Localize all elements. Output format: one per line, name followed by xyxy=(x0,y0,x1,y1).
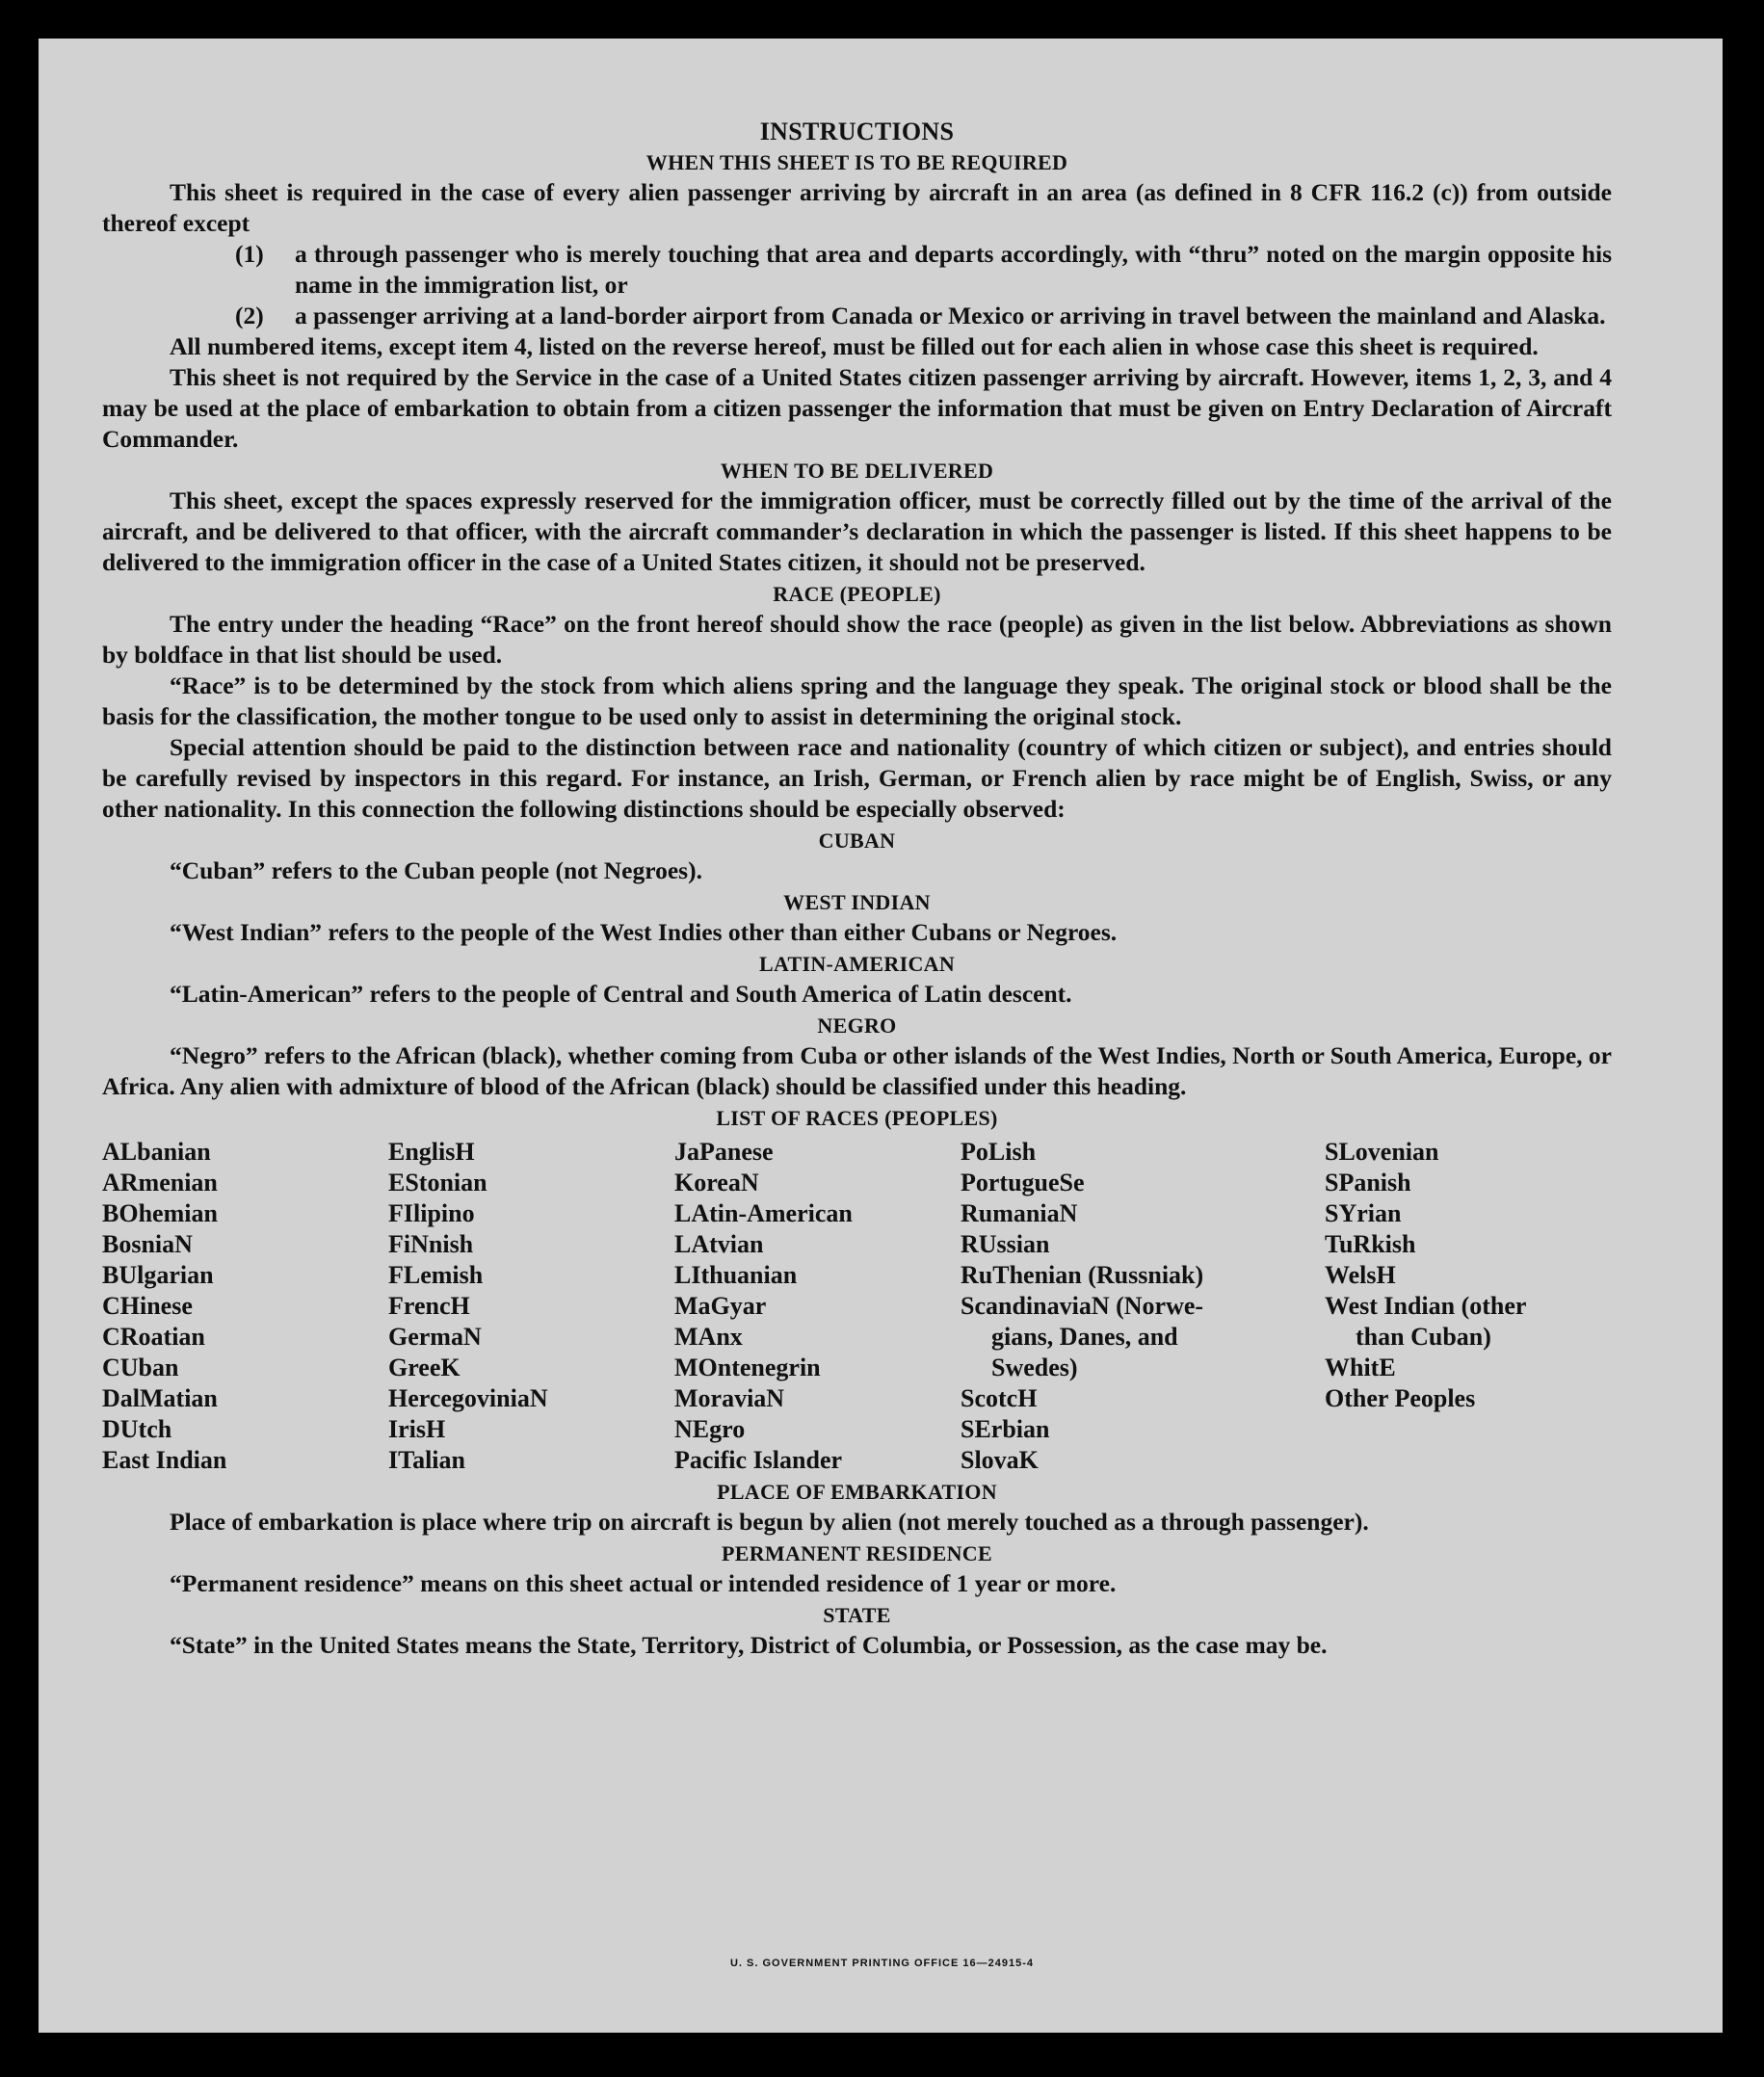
paragraph: This sheet is not required by the Service in the case of a United States citizen passenger arriving by aircraft. However, items 1, 2, 3, and 4 may be used at the place of embarkation to obtain from a citizen passenger the information that must be given on Entry Declaration of Aircraft Commander. xyxy=(102,363,1612,453)
heading-required: WHEN THIS SHEET IS TO BE REQUIRED xyxy=(645,150,1068,174)
race-item: WhitE xyxy=(1325,1354,1396,1381)
printer-imprint: U. S. GOVERNMENT PRINTING OFFICE 16—24915-4 xyxy=(729,1958,1034,1969)
race-item: East Indian xyxy=(102,1446,227,1474)
race-item: SLovenian xyxy=(1325,1138,1439,1166)
race-item: LAtin-American xyxy=(674,1199,853,1227)
race-item: RuThenian (Russniak) xyxy=(961,1261,1204,1289)
race-item: GermaN xyxy=(388,1323,482,1351)
paragraph: The entry under the heading “Race” on the front hereof should show the race (people) as given in the list below. Abbreviations as shown by boldface in that list should be used. xyxy=(102,610,1612,669)
heading-state: STATE xyxy=(823,1603,891,1627)
paragraph: All numbered items, except item 4, listed on the reverse hereof, must be filled out for each alien in whose case this sheet is required. xyxy=(170,332,1539,360)
race-item: ALbanian xyxy=(102,1138,211,1166)
races-column-2 xyxy=(388,1137,674,1476)
heading-cuban: CUBAN xyxy=(818,828,896,853)
races-column-1 xyxy=(102,1137,388,1476)
race-item: FrencH xyxy=(388,1292,470,1320)
race-item-continued: Swedes) xyxy=(991,1354,1078,1381)
race-item: ARmenian xyxy=(102,1169,218,1196)
heading-residence: PERMANENT RESIDENCE xyxy=(722,1541,992,1565)
race-item: CHinese xyxy=(102,1292,193,1320)
races-column-4 xyxy=(961,1137,1325,1476)
paragraph: “Cuban” refers to the Cuban people (not Negroes). xyxy=(170,856,702,884)
race-item: BosniaN xyxy=(102,1230,193,1258)
race-item: RumaniaN xyxy=(961,1199,1078,1227)
item-text: a passenger arriving at a land-border airport from Canada or Mexico or arriving in travel between the mainland and Alaska. xyxy=(295,302,1606,329)
race-item: ITalian xyxy=(388,1446,465,1474)
race-item: DalMatian xyxy=(102,1384,218,1412)
paragraph: This sheet is required in the case of every alien passenger arriving by aircraft in an area (as defined in 8 CFR 116.2 (c)) from outside thereof except xyxy=(102,178,1612,237)
races-column-5 xyxy=(1325,1137,1612,1476)
race-item: PoLish xyxy=(961,1138,1037,1166)
race-item: MaGyar xyxy=(674,1292,767,1320)
paragraph: “Permanent residence” means on this sheet actual or intended residence of 1 year or more. xyxy=(170,1569,1117,1597)
races-column-3 xyxy=(674,1137,961,1476)
race-item: CRoatian xyxy=(102,1323,205,1351)
race-item: FIlipino xyxy=(388,1199,475,1227)
race-item: MOntenegrin xyxy=(674,1354,821,1381)
race-item: IrisH xyxy=(388,1415,446,1443)
race-item: SlovaK xyxy=(961,1446,1039,1474)
race-item: FLemish xyxy=(388,1261,484,1289)
race-item: CUban xyxy=(102,1354,179,1381)
race-item: MoraviaN xyxy=(674,1384,785,1412)
list-item xyxy=(102,239,1612,301)
race-item: PortugueSe xyxy=(961,1169,1085,1196)
heading-races-list: LIST OF RACES (PEOPLES) xyxy=(716,1106,998,1130)
race-item: RUssian xyxy=(961,1230,1050,1258)
paragraph: This sheet, except the spaces expressly reserved for the immigration officer, must be correctly filled out by the time of the arrival of the aircraft, and be delivered to that officer, with the aircraft commander’s declaration in which the passenger is listed. If this sheet happens to be delivered to the immigration officer in the case of a United States citizen, it should not be preserved. xyxy=(102,486,1612,576)
paragraph: “West Indian” refers to the people of the West Indies other than either Cubans or Negroes. xyxy=(170,918,1118,946)
paragraph: “Negro” refers to the African (black), whether coming from Cuba or other islands of the West Indies, North or South America, Europe, or Africa. Any alien with admixture of blood of the African (black) should be classified under this heading. xyxy=(102,1041,1612,1100)
race-item: KoreaN xyxy=(674,1169,759,1196)
paragraph: “State” in the United States means the State, Territory, District of Columbia, or Possession, as the case may be. xyxy=(170,1631,1328,1659)
instructions-content xyxy=(102,79,1612,1661)
paragraph: Place of embarkation is place where trip on aircraft is begun by alien (not merely touched as a through passenger). xyxy=(170,1508,1369,1536)
race-item: JaPanese xyxy=(674,1138,774,1166)
heading-delivered: WHEN TO BE DELIVERED xyxy=(720,459,994,483)
race-item: FiNnish xyxy=(388,1230,474,1258)
race-item: West Indian (other xyxy=(1325,1292,1527,1320)
race-item-continued: gians, Danes, and xyxy=(991,1323,1178,1351)
race-item: EStonian xyxy=(388,1169,487,1196)
heading-west-indian: WEST INDIAN xyxy=(783,890,931,914)
heading-race: RACE (PEOPLE) xyxy=(773,582,941,606)
race-item: EnglisH xyxy=(388,1138,475,1166)
heading-embarkation: PLACE OF EMBARKATION xyxy=(717,1480,997,1504)
race-item: DUtch xyxy=(102,1415,172,1443)
race-item: ScotcH xyxy=(961,1384,1038,1412)
item-number: (1) xyxy=(235,240,264,268)
race-item: WelsH xyxy=(1325,1261,1396,1289)
race-item: TuRkish xyxy=(1325,1230,1416,1258)
page-title: INSTRUCTIONS xyxy=(759,118,955,145)
race-item: SErbian xyxy=(961,1415,1050,1443)
race-item: Pacific Islander xyxy=(674,1446,843,1474)
race-item: SYrian xyxy=(1325,1199,1402,1227)
race-item: SPanish xyxy=(1325,1169,1411,1196)
race-item: LIthuanian xyxy=(674,1261,798,1289)
paragraph: Special attention should be paid to the distinction between race and nationality (country of which citizen or subject), and entries should be carefully revised by inspectors in this regard. For instance, an Irish, German, or French alien by race might be of English, Swiss, or any other nationality. In this connection the following distinctions should be especially observed: xyxy=(102,733,1612,823)
list-item xyxy=(102,301,1612,331)
race-item: BUlgarian xyxy=(102,1261,214,1289)
paragraph: “Latin-American” refers to the people of Central and South America of Latin descent. xyxy=(170,980,1072,1008)
race-item: MAnx xyxy=(674,1323,743,1351)
race-item-continued: than Cuban) xyxy=(1356,1323,1491,1351)
heading-latin-american: LATIN-AMERICAN xyxy=(758,952,956,976)
race-item: ScandinaviaN (Norwe- xyxy=(961,1292,1204,1320)
race-item: NEgro xyxy=(674,1415,746,1443)
race-item: HercegoviniaN xyxy=(388,1384,548,1412)
race-item: Other Peoples xyxy=(1325,1384,1476,1412)
race-item: BOhemian xyxy=(102,1199,218,1227)
heading-negro: NEGRO xyxy=(817,1013,897,1038)
item-text: a through passenger who is merely touching that area and departs accordingly, with “thru” noted on the margin opposite his name in the immigration list, or xyxy=(295,240,1612,299)
race-item: GreeK xyxy=(388,1354,461,1381)
item-number: (2) xyxy=(235,302,264,329)
race-item: LAtvian xyxy=(674,1230,764,1258)
paragraph: “Race” is to be determined by the stock from which aliens spring and the language they speak. The original stock or blood shall be the basis for the classification, the mother tongue to be used only to assist in determining the original stock. xyxy=(102,671,1612,730)
races-list xyxy=(102,1137,1612,1476)
